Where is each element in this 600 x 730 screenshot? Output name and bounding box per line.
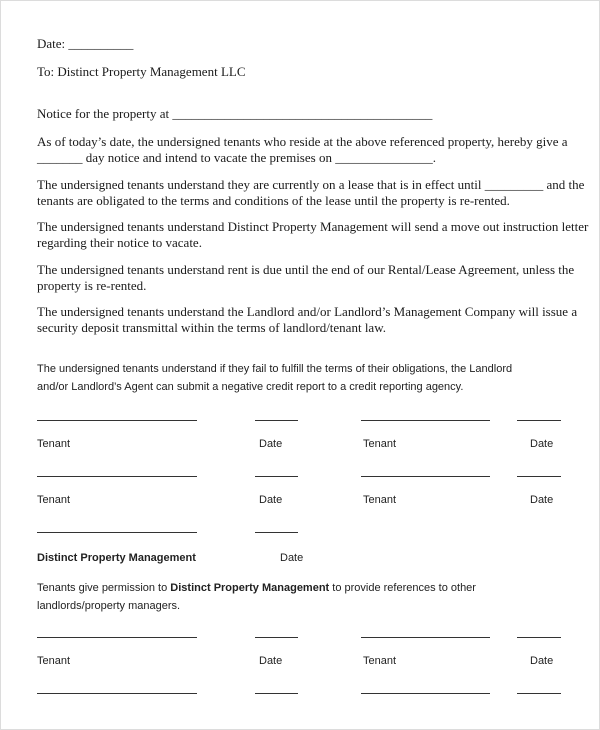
tenant-signature-line[interactable] <box>37 637 197 638</box>
tenant-signature-line[interactable] <box>37 420 197 421</box>
company-signature-line[interactable] <box>37 532 197 533</box>
date-signature-line[interactable] <box>517 420 561 421</box>
recipient-line: To: Distinct Property Management LLC <box>37 64 246 79</box>
notice-paragraph-line-2: _______ day notice and intend to vacate the premises on _______________. <box>37 150 436 165</box>
permission-company: Distinct Property Management <box>170 582 330 594</box>
tenant-label: Tenant <box>363 494 397 506</box>
date-label: Date <box>280 552 304 564</box>
credit-paragraph-line-2: and/or Landlord’s Agent can submit a negative credit report to a credit reporting agency. <box>37 381 464 393</box>
tenant-label: Tenant <box>37 494 71 506</box>
date-signature-line[interactable] <box>255 693 298 694</box>
tenant-label: Tenant <box>363 655 397 667</box>
date-signature-line[interactable] <box>517 476 561 477</box>
rent-paragraph-line-1: The undersigned tenants understand rent is due until the end of our Rental/Lease Agreement, unless the <box>37 262 575 277</box>
credit-paragraph-line-1: The undersigned tenants understand if they fail to fulfill the terms of their obligations, the Landlord <box>37 363 513 375</box>
permission-paragraph-line-2: landlords/property managers. <box>37 600 181 612</box>
tenant-signature-line[interactable] <box>37 693 197 694</box>
date-signature-line[interactable] <box>255 476 298 477</box>
date-signature-line[interactable] <box>255 637 298 638</box>
tenant-signature-line[interactable] <box>361 476 490 477</box>
date-label: Date <box>259 438 283 450</box>
permission-prefix: Tenants give permission to <box>37 582 171 594</box>
move-out-paragraph-line-2: regarding their notice to vacate. <box>37 235 202 250</box>
date-signature-line[interactable] <box>517 693 561 694</box>
property-notice-line: Notice for the property at ________________________________________ <box>37 106 433 121</box>
lease-paragraph-line-2: tenants are obligated to the terms and conditions of the lease until the property is re-rented. <box>37 193 510 208</box>
date-label: Date <box>530 655 554 667</box>
tenant-signature-line[interactable] <box>361 693 490 694</box>
date-label: Date <box>259 655 283 667</box>
permission-suffix: to provide references to other <box>329 582 476 594</box>
notice-paragraph-line-1: As of today’s date, the undersigned tenants who reside at the above referenced property, hereby give a <box>37 134 568 149</box>
permission-paragraph-line-1 <box>37 579 476 597</box>
date-label: Date <box>259 494 283 506</box>
rent-paragraph-line-2: property is re-rented. <box>37 278 147 293</box>
tenant-signature-line[interactable] <box>361 637 490 638</box>
tenant-label: Tenant <box>363 438 397 450</box>
date-line: Date: __________ <box>37 36 134 51</box>
tenant-label: Tenant <box>37 438 71 450</box>
company-date-line[interactable] <box>255 532 298 533</box>
company-label: Distinct Property Management <box>37 552 196 564</box>
tenant-label: Tenant <box>37 655 71 667</box>
date-label: Date <box>530 438 554 450</box>
move-out-paragraph-line-1: The undersigned tenants understand Distinct Property Management will send a move out instruction letter <box>37 219 589 234</box>
date-signature-line[interactable] <box>517 637 561 638</box>
date-label: Date <box>530 494 554 506</box>
lease-paragraph-line-1: The undersigned tenants understand they are currently on a lease that is in effect until _________ and the <box>37 177 585 192</box>
tenant-signature-line[interactable] <box>361 420 490 421</box>
deposit-paragraph-line-1: The undersigned tenants understand the Landlord and/or Landlord’s Management Company will issue a <box>37 304 578 319</box>
tenant-signature-line[interactable] <box>37 476 197 477</box>
date-signature-line[interactable] <box>255 420 298 421</box>
deposit-paragraph-line-2: security deposit transmittal within the terms of landlord/tenant law. <box>37 320 386 335</box>
